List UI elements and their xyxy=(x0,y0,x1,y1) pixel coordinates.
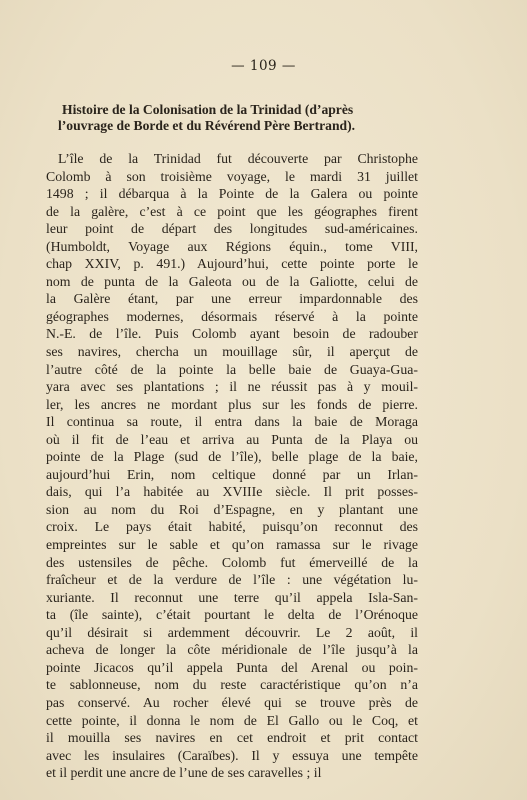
title-line: l’ouvrage de Borde et du Révérend Père Bertrand). xyxy=(58,118,355,133)
text-line: N.-E. de l’île. Puis Colomb ayant besoin de radouber xyxy=(46,326,418,342)
text-line: qu’il désirait si ardemment découvrir. Le 2 août, il xyxy=(46,624,418,640)
text-line: aujourd’hui Erin, nom celtique donné par un Irlan- xyxy=(46,466,418,482)
text-line: dais, qui l’a habitée au XVIIIe siècle. Il prit posses- xyxy=(46,484,418,500)
text-line: empreintes sur le sable et qu’on ramassa sur le rivage xyxy=(46,537,418,553)
text-line: 1498 ; il débarqua à la Pointe de la Galera ou pointe xyxy=(46,186,418,202)
text-line: (Humboldt, Voyage aux Régions équin., tome VIII, xyxy=(46,238,418,254)
text-line: pas conservé. Au rocher élevé qui se trouve près de xyxy=(46,694,418,710)
title-line: Histoire de la Colonisation de la Trinidad (d’après xyxy=(62,102,354,117)
text-line: de la galère, c’est à ce point que les géographes firent xyxy=(46,203,418,219)
text-line: yara avec ses plantations ; il ne réussit pas à y mouil- xyxy=(46,379,418,395)
text-line: ses navires, chercha un mouillage sûr, il aperçut de xyxy=(46,344,418,360)
chapter-title xyxy=(58,102,394,134)
text-line: la Galère étant, par une erreur impardonnable des xyxy=(46,291,418,307)
text-line: avec les insulaires (Caraïbes). Il y essuya une tempête xyxy=(46,747,418,763)
text-line: pointe Jicacos qu’il appela Punta del Arenal ou poin- xyxy=(46,659,418,675)
page-number: — 109 — xyxy=(231,58,296,74)
text-line: fraîcheur et de la verdure de l’île : une végétation lu- xyxy=(46,572,418,588)
text-line: ta (île sainte), c’était pourtant le delta de l’Orénoque xyxy=(46,607,418,623)
text-line: pointe de la Plage (sud de l’île), belle plage de la baie, xyxy=(46,449,418,465)
text-line: et il perdit une ancre de l’une de ses caravelles ; il xyxy=(46,765,322,781)
text-line: Il continua sa route, il entra dans la baie de Moraga xyxy=(46,414,418,430)
text-line: il mouilla ses navires en cet endroit et prit contact xyxy=(46,730,418,746)
text-line: nom de punta de la Galeota ou de la Galiotte, celui de xyxy=(46,273,418,289)
text-line: leur point de départ des longitudes sud-américaines. xyxy=(46,221,418,237)
text-line: L’île de la Trinidad fut découverte par Christophe xyxy=(58,151,418,166)
text-line: croix. Le pays était habité, puisqu’on reconnut des xyxy=(46,519,418,535)
text-line: acheva de longer la côte méridionale de l’île jusqu’à la xyxy=(46,642,418,658)
body-paragraph xyxy=(46,150,418,782)
text-line: te sablonneuse, nom du reste caractéristique qu’on n’a xyxy=(46,677,418,693)
text-line: cette pointe, il donna le nom de El Gallo ou le Coq, et xyxy=(46,712,418,728)
text-line: des ustensiles de pêche. Colomb fut émerveillé de la xyxy=(46,554,418,570)
text-line: xuriante. Il reconnut une terre qu’il appela Isla-San- xyxy=(46,589,418,605)
text-line: géographes modernes, désormais réservé à la pointe xyxy=(46,308,418,324)
text-line: chap XXIV, p. 491.) Aujourd’hui, cette pointe porte le xyxy=(46,256,418,272)
text-line: où il fit de l’eau et arriva au Punta de la Playa ou xyxy=(46,431,418,447)
text-line: Colomb à son troisième voyage, le mardi 31 juillet xyxy=(46,168,418,184)
text-line: l’autre côté de la pointe la belle baie de Guaya-Gua- xyxy=(46,361,418,377)
text-line: sion au nom du Roi d’Espagne, en y plantant une xyxy=(46,501,418,517)
text-line: ler, les ancres ne mordant plus sur les fonds de pierre. xyxy=(46,396,418,412)
